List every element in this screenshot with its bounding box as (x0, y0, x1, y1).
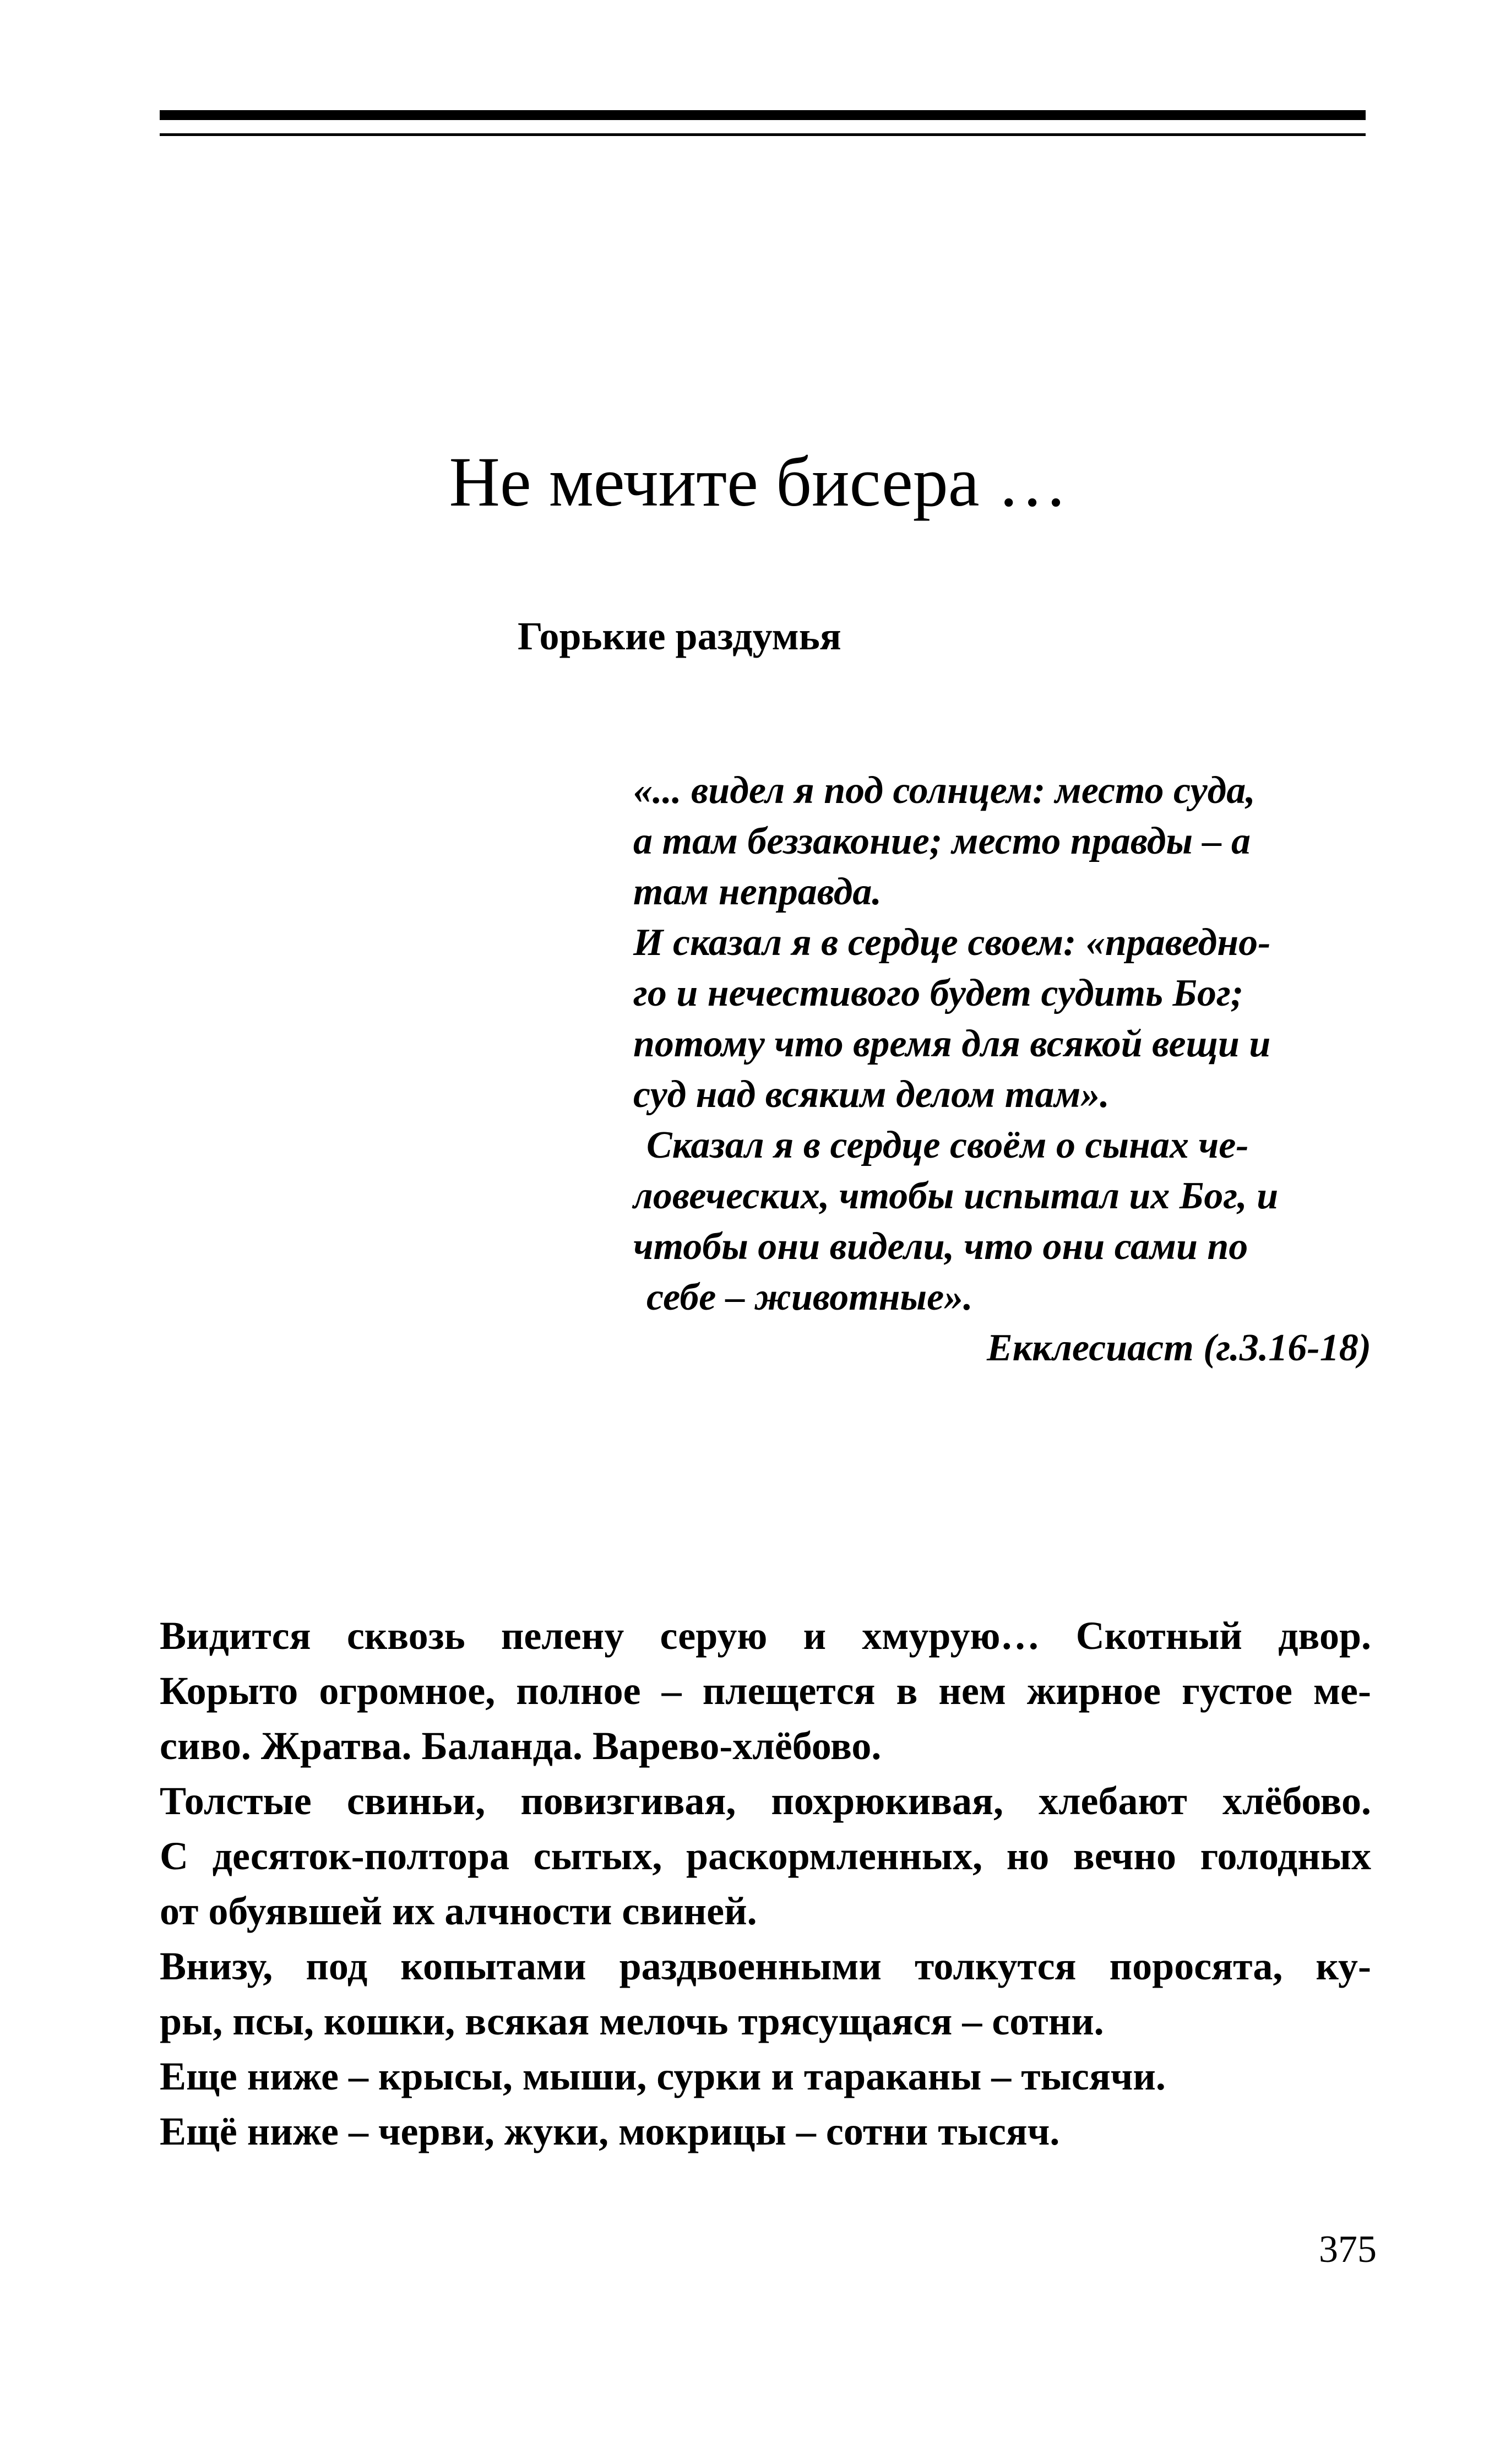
body-line: от обуявшей их алчности свиней. (160, 1889, 757, 1933)
body-line: сиво. Жратва. Баланда. Варево-хлёбово. (160, 1724, 882, 1768)
body-line: ры, псы, кошки, всякая мелочь трясущаяся – сотни. (160, 1999, 1104, 2043)
epigraph-line: суд над всяким делом там». (633, 1073, 1110, 1116)
body-line: Ещё ниже – черви, жуки, мокрицы – сотни тысяч. (160, 2109, 1060, 2153)
body-line: Толстые свиньи, повизгивая, похрюкивая, хлебают хлёбово. (160, 1779, 1371, 1823)
epigraph-line: го и нечестивого будет судить Бог; (633, 972, 1244, 1014)
page-number: 375 (1319, 2228, 1377, 2271)
epigraph-line: себе – животные». (646, 1276, 973, 1318)
epigraph-line: там неправда. (633, 871, 882, 913)
body-line: Еще ниже – крысы, мыши, сурки и тараканы – тысячи. (160, 2054, 1166, 2098)
epigraph (633, 766, 1371, 1374)
body-line: С десяток-полтора сытых, раскормленных, но вечно голодных (160, 1834, 1371, 1878)
body-line: Корыто огромное, полное – плещется в нем жирное густое ме- (160, 1669, 1371, 1713)
body-line: Внизу, под копытами раздвоенными толкутся поросята, ку- (160, 1944, 1371, 1988)
header-rule-thick (160, 110, 1366, 120)
body-text (160, 1608, 1371, 2159)
chapter-title: Не мечите бисера … (449, 443, 1068, 521)
epigraph-line: «... видел я под солнцем: место суда, (633, 769, 1256, 812)
epigraph-source: Екклесиаст (г.3.16-18) (987, 1327, 1371, 1369)
epigraph-line: И сказал я в сердце своем: «праведно- (633, 921, 1271, 964)
epigraph-line: потому что время для всякой вещи и (633, 1023, 1271, 1065)
epigraph-line: чтобы они видели, что они сами по (633, 1225, 1248, 1268)
epigraph-line: а там беззаконие; место правды – а (633, 820, 1251, 862)
epigraph-line: ловеческих, чтобы испытал их Бог, и (633, 1175, 1279, 1217)
body-line: Видится сквозь пелену серую и хмурую… Скотный двор. (160, 1614, 1371, 1658)
header-rule-thin (160, 133, 1366, 136)
chapter-subtitle: Горькие раздумья (518, 614, 841, 658)
epigraph-line: Сказал я в сердце своём о сынах че- (646, 1124, 1249, 1166)
